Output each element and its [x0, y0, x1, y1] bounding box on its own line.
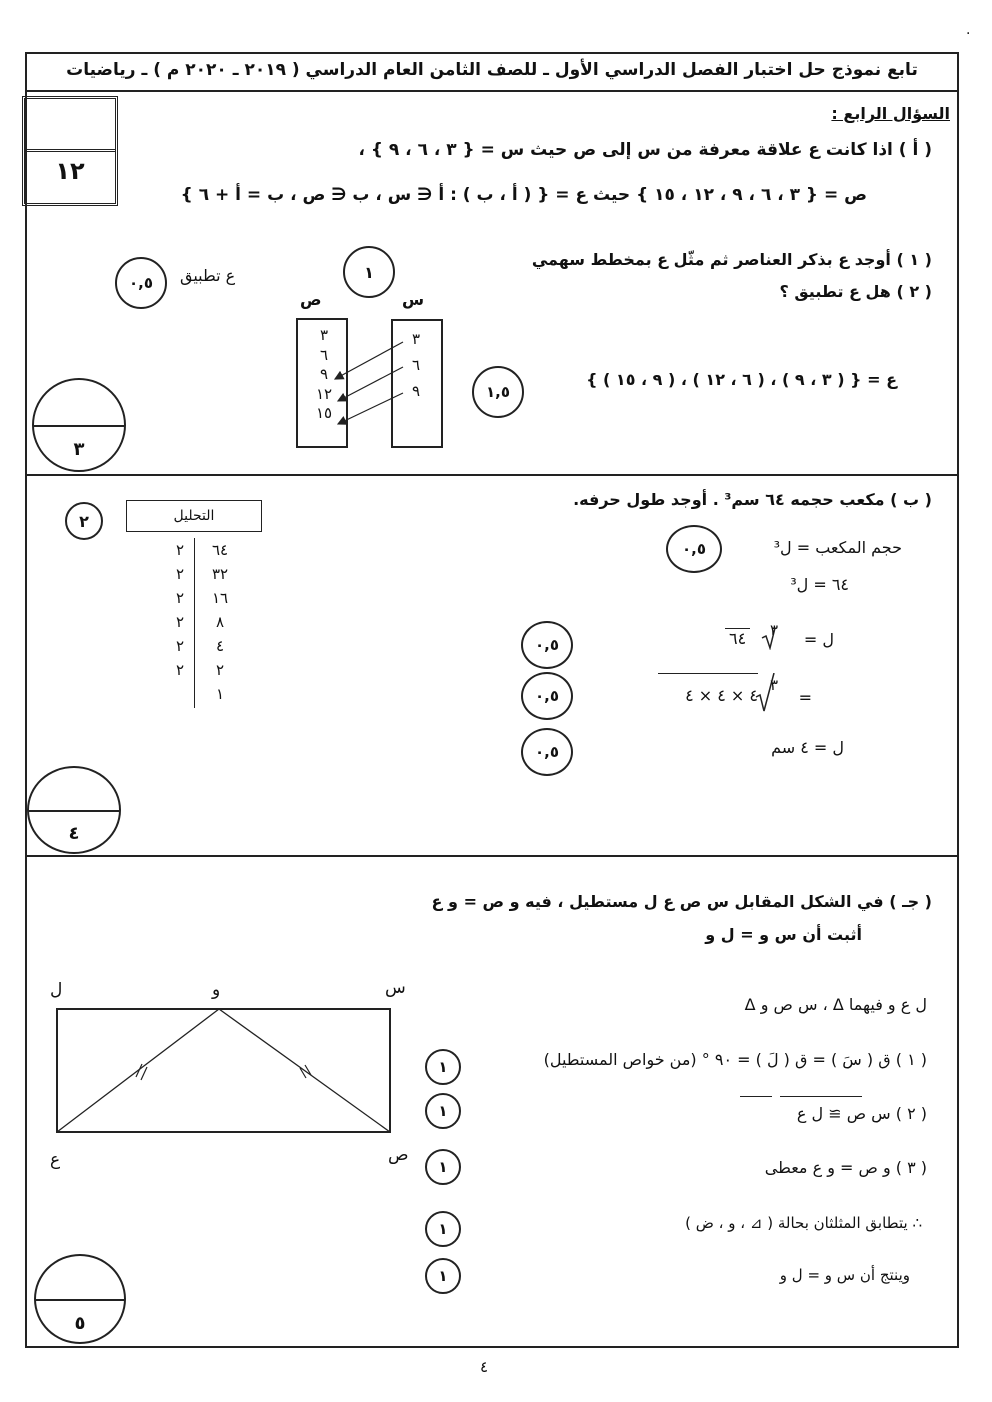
mark-volume: ٠,٥	[666, 525, 722, 573]
mark-step4: ٠,٥	[521, 672, 573, 720]
set-x-element: ٣	[411, 330, 421, 348]
proof-conclusion: ∴ يتطابق المثلثان بحالة ( ⊿ ، و ، ض )	[685, 1214, 922, 1232]
factor-divisor: ٢	[175, 637, 185, 655]
proof-step1: ( ١ ) ق ( سَ ) = ق ( لَ ) = ٩٠ ° (من خواص المستطيل)	[543, 1050, 927, 1069]
mark-mapping: ٠,٥	[115, 257, 167, 309]
tick-mark	[136, 1064, 142, 1077]
mark-result: ١	[425, 1258, 461, 1294]
set-y-element: ٣	[319, 326, 329, 344]
mark-relation: ١,٥	[472, 366, 524, 418]
step4-radicand: ٤ × ٤ × ٤	[658, 673, 758, 705]
factor-divisor: ٢	[175, 661, 185, 679]
set-x-element: ٩	[411, 382, 421, 400]
overline-s-sad	[780, 1096, 862, 1097]
segment-w-ain	[57, 1009, 219, 1132]
question-a-line2: ص = { ٣ ، ٦ ، ٩ ، ١٢ ، ١٥ } حيث ع = { ( أ ، ب ) : أ ∈ س ، ب ∈ ص ، ب = أ + ٦ }	[180, 185, 867, 205]
set-x-label: س	[402, 290, 425, 309]
overline-l-ain	[740, 1096, 772, 1097]
proof-step2: ( ٢ ) س ص ≅ ل ع	[796, 1104, 927, 1123]
mark-step2: ١	[425, 1093, 461, 1129]
task-2: ( ٢ ) هل ع تطبيق ؟	[779, 282, 932, 301]
vertex-sad-label: ص	[388, 1145, 409, 1165]
proof-triangles: Δ س ص و ، Δ ل ع و فيهما	[744, 995, 927, 1014]
question-c: ( جـ ) في الشكل المقابل س ص ع ل مستطيل ، فيه و ص = و ع	[431, 892, 932, 911]
vertex-ain-label: ع	[50, 1150, 61, 1170]
question-a-line1: ( أ ) اذا كانت ع علاقة معرفة من س إلى ص حيث س = { ٣ ، ٦ ، ٩ } ،	[358, 140, 932, 160]
step-volume: حجم المكعب = ل³	[773, 538, 902, 557]
vertex-l-label: ل	[50, 980, 63, 1000]
header-title: تابع نموذج حل اختبار الفصل الدراسي الأول ـ للصف الثامن العام الدراسي ( ٢٠١٩ ـ ٢٠٢٠ م ) ـ رياضيات	[66, 60, 918, 80]
mark-step5: ٠,٥	[521, 728, 573, 776]
task-1: ( ١ ) أوجد ع بذكر العناصر ثم مثّل ع بمخطط سهمي	[531, 250, 932, 269]
mark-step3: ١	[425, 1149, 461, 1185]
mark-diagram: ١	[343, 246, 395, 298]
question-title: السؤال الرابع :	[831, 104, 950, 123]
factor-number: ٣٢	[211, 565, 229, 583]
vertex-w-label: و	[212, 980, 221, 1000]
step4-lhs: =	[798, 688, 812, 707]
section-b-score: ٤	[27, 766, 121, 854]
factor-number: ١٦	[211, 589, 229, 607]
question-c-prove: أثبت أن س و = ل و	[705, 925, 862, 944]
factor-number: ٢	[215, 661, 225, 679]
set-y-element: ٦	[319, 345, 329, 364]
proof-result: وينتج أن س و = ل و	[779, 1266, 910, 1284]
step3-root-index: ٣	[770, 621, 779, 639]
factor-mark: ٢	[65, 502, 103, 540]
factor-number: ١	[215, 685, 225, 703]
factor-number: ٤	[215, 637, 225, 655]
factor-divisor: ٢	[175, 565, 185, 583]
rectangle	[57, 1009, 390, 1132]
section-c-score: ٥	[34, 1254, 126, 1344]
question-b: ( ب ) مكعب حجمه ٦٤ سم³ . أوجد طول حرفه.	[573, 490, 932, 509]
set-y-element: ٩	[319, 365, 329, 383]
factor-divisor: ٢	[175, 613, 185, 631]
set-x-element: ٦	[411, 356, 421, 374]
step-equation: ٦٤ = ل³	[790, 575, 849, 594]
factor-divisor: ٢	[175, 541, 185, 559]
proof-step3: ( ٣ ) و ص = و ع معطى	[764, 1158, 927, 1177]
answer-mapping: ع تطبيق	[180, 266, 236, 285]
page-dot: .	[966, 22, 971, 38]
mark-step1: ١	[425, 1049, 461, 1085]
mark-conclusion: ١	[425, 1211, 461, 1247]
segment-w-sad	[219, 1009, 390, 1132]
set-y-element: ١٢	[315, 384, 333, 403]
step4-root-index: ٣	[770, 676, 779, 694]
set-y-element: ١٥	[315, 404, 333, 422]
mark-step3: ٠,٥	[521, 621, 573, 669]
total-score: ١٢	[55, 157, 85, 185]
factor-number: ٨	[215, 613, 225, 631]
section-a-score: ٣	[32, 378, 126, 472]
factor-title: التحليل	[126, 500, 262, 532]
step3-lhs: ل =	[803, 630, 834, 649]
factor-divisor: ٢	[175, 589, 185, 607]
page-number: ٤	[480, 1358, 489, 1376]
set-y-label: ص	[300, 290, 322, 309]
step-result: ل = ٤ سم	[771, 738, 844, 757]
factor-number: ٦٤	[211, 541, 229, 559]
vertex-s-label: س	[385, 978, 406, 998]
step3-radicand: ٦٤	[725, 628, 750, 648]
tick-mark	[141, 1067, 147, 1080]
answer-relation: ع = { ( ٣ ، ٩ ) ، ( ٦ ، ١٢ ) ، ( ٩ ، ١٥ ) }	[586, 370, 897, 389]
